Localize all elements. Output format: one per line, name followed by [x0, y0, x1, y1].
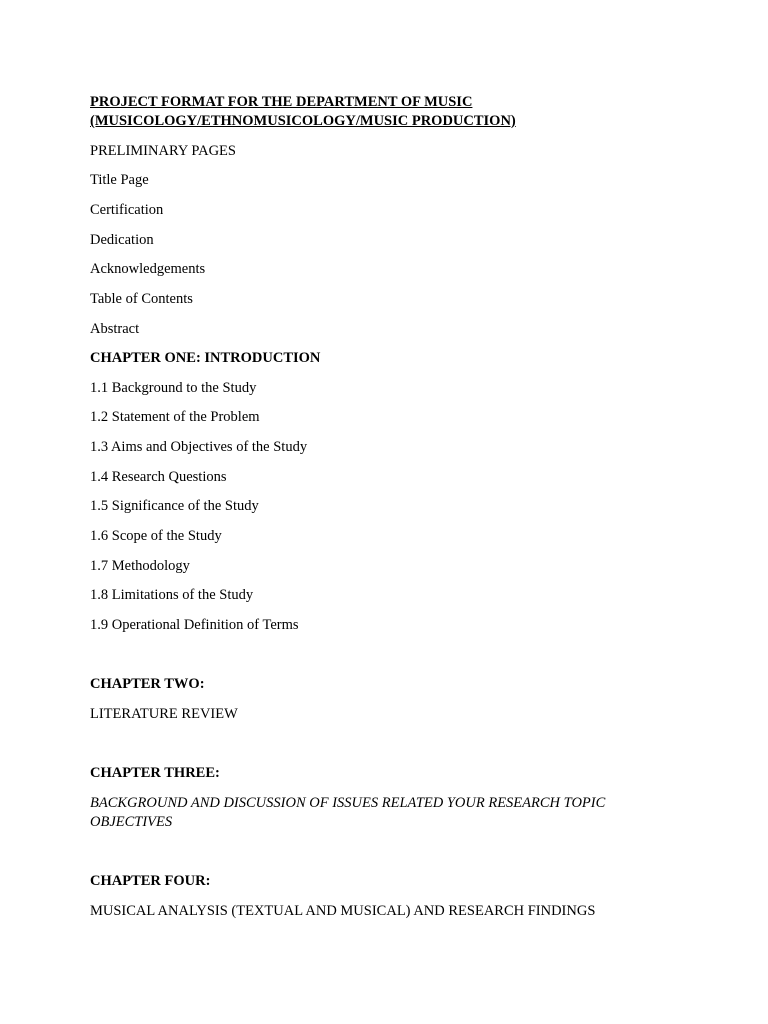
chapter-three-heading: CHAPTER THREE:: [90, 765, 220, 781]
chapter-one-item: 1.1 Background to the Study: [90, 380, 257, 396]
chapter-three-subtitle-line-1: BACKGROUND AND DISCUSSION OF ISSUES RELATED YOUR RESEARCH TOPIC: [90, 795, 606, 811]
preliminary-item-abstract: Abstract: [90, 321, 140, 337]
chapter-one-item: 1.3 Aims and Objectives of the Study: [90, 439, 308, 455]
preliminary-heading: PRELIMINARY PAGES: [90, 143, 236, 159]
preliminary-item-title-page: Title Page: [90, 172, 149, 188]
chapter-four-heading: CHAPTER FOUR:: [90, 873, 211, 889]
chapter-two-heading: CHAPTER TWO:: [90, 676, 205, 692]
preliminary-item-certification: Certification: [90, 202, 164, 218]
document-title-line-2: (MUSICOLOGY/ETHNOMUSICOLOGY/MUSIC PRODUCTION): [90, 113, 516, 129]
chapter-one-item: 1.2 Statement of the Problem: [90, 409, 260, 425]
chapter-one-item: 1.5 Significance of the Study: [90, 498, 259, 514]
preliminary-item-dedication: Dedication: [90, 232, 154, 248]
chapter-four-subtitle: MUSICAL ANALYSIS (TEXTUAL AND MUSICAL) AND RESEARCH FINDINGS: [90, 903, 596, 919]
document-title-line-1: PROJECT FORMAT FOR THE DEPARTMENT OF MUSIC: [90, 94, 473, 110]
chapter-one-heading: CHAPTER ONE: INTRODUCTION: [90, 350, 321, 366]
chapter-one-item: 1.9 Operational Definition of Terms: [90, 617, 299, 633]
chapter-one-item: 1.8 Limitations of the Study: [90, 587, 254, 603]
preliminary-item-acknowledgements: Acknowledgements: [90, 261, 206, 277]
chapter-three-subtitle-line-2: OBJECTIVES: [90, 814, 173, 830]
chapter-one-item: 1.7 Methodology: [90, 558, 190, 574]
chapter-two-subtitle: LITERATURE REVIEW: [90, 706, 238, 722]
preliminary-item-table-of-contents: Table of Contents: [90, 291, 193, 307]
chapter-one-item: 1.4 Research Questions: [90, 469, 227, 485]
chapter-one-item: 1.6 Scope of the Study: [90, 528, 222, 544]
